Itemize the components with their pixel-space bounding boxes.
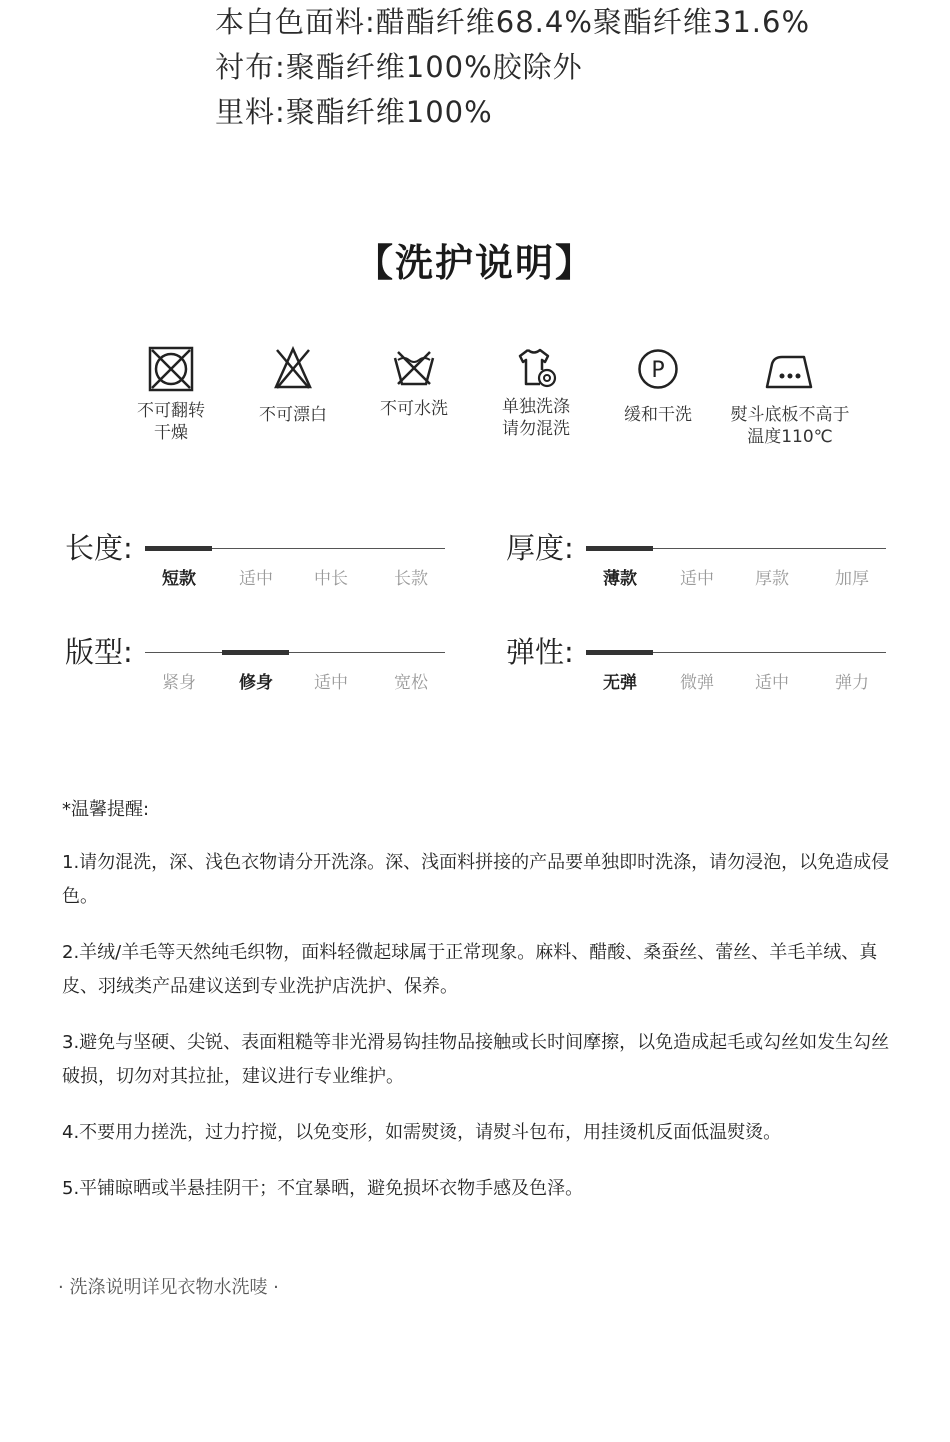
scale-elasticity-indicator [586,650,653,655]
tip-item: 4.不要用力搓洗，过力拧搅，以免变形，如需熨烫，请熨斗包布，用挂烫机反面低温熨烫。 [62,1122,782,1143]
scale-elasticity-option: 弹力 [835,673,869,693]
scale-fit-track [145,652,445,653]
scale-fit-indicator [222,650,289,655]
scale-length-label: 长度: [65,531,133,565]
fabric-composition [215,0,810,135]
scale-thickness [506,530,886,600]
care-item-no-bleach [223,346,363,426]
scale-elasticity-label: 弹性: [506,635,574,669]
care-item-no-tumble-dry [101,346,241,444]
care-title: 【洗护说明】 [354,241,595,285]
scale-elasticity-track [586,652,886,653]
care-label-no-tumble-dry: 不可翻转 干燥 [137,401,205,443]
care-label-no-wash: 不可水洗 [380,399,448,419]
scale-thickness-option: 薄款 [603,569,637,589]
scale-fit-option: 适中 [314,673,348,693]
scale-length [65,530,445,600]
svg-text:P: P [651,358,665,383]
scale-length-option: 长款 [394,569,428,589]
scale-thickness-option: 厚款 [755,569,789,589]
care-label-wash-separately: 单独洗涤 请勿混洗 [502,397,570,439]
scale-thickness-label: 厚度: [506,531,574,565]
scale-fit-label: 版型: [65,635,133,669]
scale-fit-option: 修身 [239,673,273,693]
care-tips [62,796,892,1206]
tip-item: 3.避免与坚硬、尖锐、表面粗糙等非光滑易钩挂物品接触或长时间摩擦，以免造成起毛或勾丝如发生勾丝破损，切勿对其拉扯，建议进行专业维护。 [62,1032,890,1087]
wash-label-footnote: · 洗涤说明详见衣物水洗唛 · [58,1277,279,1298]
care-item-wash-separately [466,346,606,440]
scale-elasticity [506,634,886,704]
wash-separately-icon [514,346,558,388]
care-label-gentle-dry-clean: 缓和干洗 [624,405,692,425]
scale-elasticity-option: 适中 [755,673,789,693]
gentle-dry-clean-icon [637,348,679,390]
scale-fit [65,634,445,704]
care-item-no-wash [344,348,484,420]
scale-fit-option: 紧身 [162,673,196,693]
iron-110-icon [764,348,816,390]
scale-thickness-track [586,548,886,549]
care-label-iron-110: 熨斗底板不高于 温度110℃ [730,405,850,447]
tip-item: 1.请勿混洗，深、浅色衣物请分开洗涤。深、浅面料拼接的产品要单独即时洗涤，请勿浸泡，以免造成侵色。 [62,852,890,907]
scale-length-option: 适中 [239,569,273,589]
no-bleach-icon [273,346,313,390]
fabric-line-main: 本白色面料:醋酯纤维68.4%聚酯纤维31.6% [215,5,811,39]
tip-item: 2.羊绒/羊毛等天然纯毛织物，面料轻微起球属于正常现象。麻料、醋酸、桑蚕丝、蕾丝、羊毛羊绒、真皮、羽绒类产品建议送到专业洗护店洗护、保养。 [62,942,878,997]
tip-item: 5.平铺晾晒或半悬挂阴干；不宜暴晒，避免损坏衣物手感及色泽。 [62,1178,584,1199]
scale-length-option: 中长 [314,569,348,589]
no-wash-icon [392,348,436,388]
fabric-line-lining: 里料:聚酯纤维100% [215,95,493,129]
scale-fit-option: 宽松 [394,673,428,693]
scale-length-option: 短款 [162,569,196,589]
care-item-gentle-dry-clean [588,348,728,426]
scale-thickness-option: 适中 [680,569,714,589]
fabric-line-lining-cloth: 衬布:聚酯纤维100%胶除外 [215,50,583,84]
no-tumble-dry-icon [148,346,194,392]
tips-title: *温馨提醒: [62,799,150,820]
scale-length-indicator [145,546,212,551]
scale-length-track [145,548,445,549]
scale-thickness-option: 加厚 [835,569,869,589]
care-item-iron-110 [720,348,860,448]
scale-elasticity-option: 无弹 [603,673,637,693]
scale-thickness-indicator [586,546,653,551]
care-label-no-bleach: 不可漂白 [259,405,327,425]
scale-elasticity-option: 微弹 [680,673,714,693]
